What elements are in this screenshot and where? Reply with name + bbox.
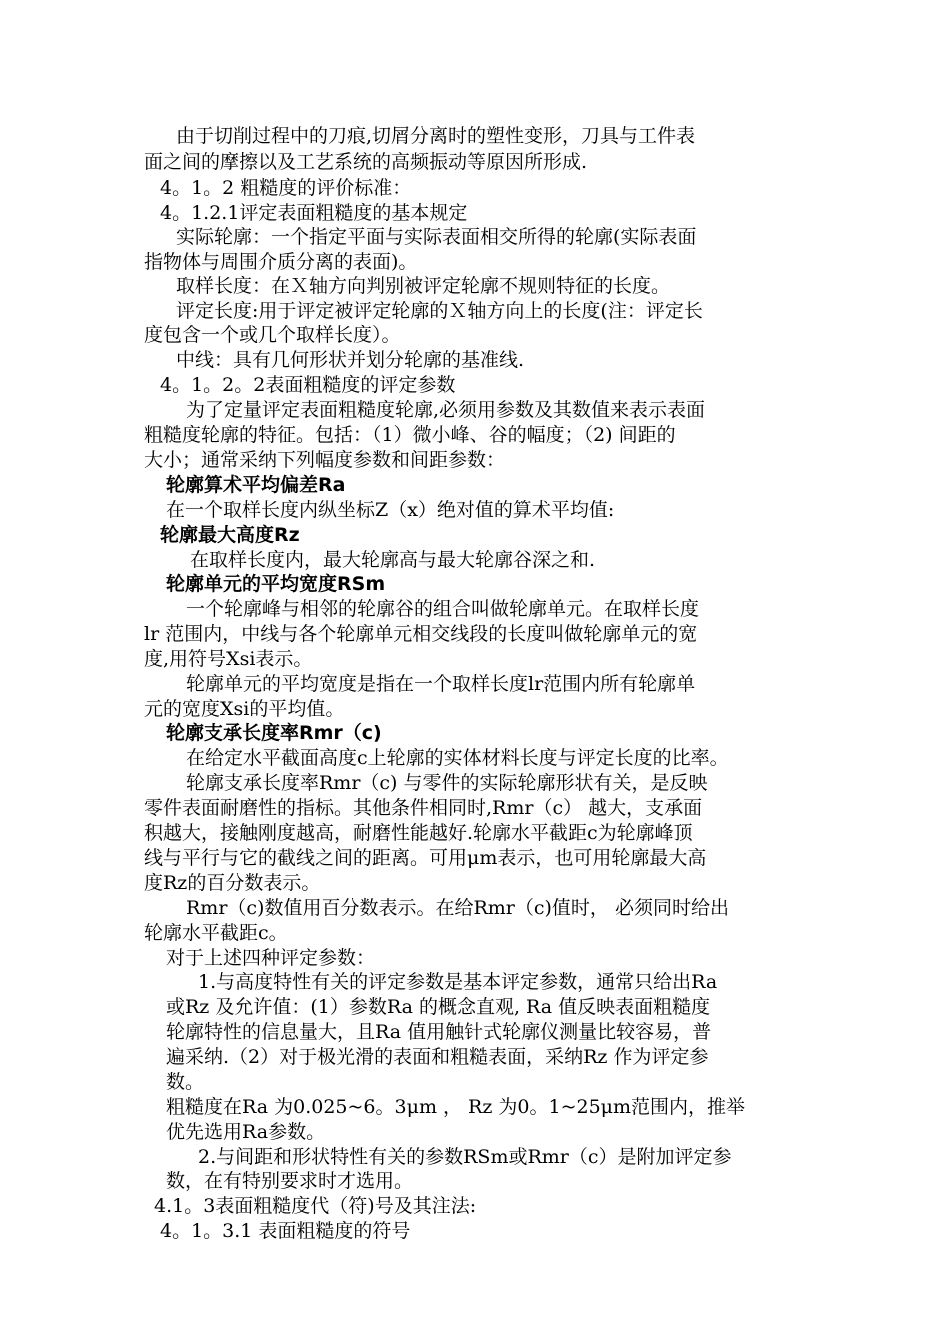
paragraph-line: 轮廓支承长度率Rmr（c) 与零件的实际轮廓形状有关，是反映 <box>186 772 708 794</box>
paragraph-line: 轮廓特性的信息量大，且Ra 值用触针式轮廓仪测量比较容易，普 <box>166 1021 712 1043</box>
paragraph-line: 大小；通常采纳下列幅度参数和间距参数： <box>144 449 506 471</box>
paragraph-line: 度包含一个或几个取样长度）。 <box>144 324 401 346</box>
paragraph-line: 在取样长度内，最大轮廓高与最大轮廓谷深之和. <box>190 549 596 571</box>
paragraph-line: 度Rz的百分数表示。 <box>144 872 321 894</box>
paragraph-line: 在一个取样长度内纵坐标Z（x）绝对值的算术平均值: <box>166 499 615 521</box>
paragraph-line: 由于切削过程中的刀痕,切屑分离时的塑性变形，刀具与工件表 <box>176 125 696 147</box>
paragraph-line: 轮廓单元的平均宽度是指在一个取样长度lr范围内所有轮廓单 <box>186 673 696 695</box>
section-heading: 4。1。2 粗糙度的评价标准： <box>160 177 412 199</box>
paragraph-line: 优先选用Ra参数。 <box>166 1121 326 1143</box>
paragraph-line: 实际轮廓：一个指定平面与实际表面相交所得的轮廓(实际表面 <box>176 226 697 248</box>
paragraph-line: 评定长度:用于评定被评定轮廓的Ｘ轴方向上的长度(注：评定长 <box>176 300 703 322</box>
paragraph-line: 中线：具有几何形状并划分轮廓的基准线. <box>176 349 525 371</box>
section-heading: 4。1。2。2表面粗糙度的评定参数 <box>160 374 456 396</box>
paragraph-line: 元的宽度Xsi的平均值。 <box>144 698 345 720</box>
paragraph-line: 指物体与周围介质分离的表面)。 <box>144 251 418 273</box>
paragraph-line: 1.与高度特性有关的评定参数是基本评定参数，通常只给出Ra <box>198 971 718 993</box>
paragraph-line: 一个轮廓峰与相邻的轮廓谷的组合叫做轮廓单元。在取样长度 <box>186 598 700 620</box>
paragraph-line: 数。 <box>166 1071 205 1093</box>
paragraph-line: lr 范围内，中线与各个轮廓单元相交线段的长度叫做轮廓单元的宽 <box>144 623 698 645</box>
paragraph-line: 对于上述四种评定参数： <box>166 947 376 969</box>
paragraph-line: 粗糙度在Ra 为0.025~6。3μm ， Rz 为0。1~25μm范围内，推举 <box>166 1096 746 1118</box>
section-heading: 4。1.2.1评定表面粗糙度的基本规定 <box>160 202 468 224</box>
term-heading: 轮廓单元的平均宽度RSm <box>166 573 386 595</box>
section-heading: 4.1。3表面粗糙度代（符)号及其注法: <box>154 1195 477 1217</box>
paragraph-line: 度,用符号Xsi表示。 <box>144 648 313 670</box>
paragraph-line: 零件表面耐磨性的指标。其他条件相同时,Rmr（c） 越大，支承面 <box>144 797 703 819</box>
term-heading: 轮廓最大高度Rz <box>160 524 300 546</box>
section-heading: 4。1。3.1 表面粗糙度的符号 <box>160 1220 411 1242</box>
paragraph-line: 线与平行与它的截线之间的距离。可用μm表示，也可用轮廓最大高 <box>144 847 707 869</box>
paragraph-line: 轮廓水平截距c。 <box>144 922 288 944</box>
paragraph-line: 或Rz 及允许值：(1）参数Ra 的概念直观, Ra 值反映表面粗糙度 <box>166 996 711 1018</box>
paragraph-line: 数，在有特别要求时才选用。 <box>166 1170 414 1192</box>
paragraph-line: 遍采纳.（2）对于极光滑的表面和粗糙表面，采纳Rz 作为评定参 <box>166 1046 709 1068</box>
paragraph-line: 粗糙度轮廓的特征。包括：（1）微小峰、谷的幅度；（2) 间距的 <box>144 424 676 446</box>
paragraph-line: Rmr（c)数值用百分数表示。在给Rmr（c)值时， 必须同时给出 <box>186 897 729 919</box>
paragraph-line: 取样长度：在Ｘ轴方向判别被评定轮廓不规则特征的长度。 <box>176 275 671 297</box>
term-heading: 轮廓算术平均偏差Ra <box>166 474 346 496</box>
term-heading: 轮廓支承长度率Rmr（c) <box>166 722 382 744</box>
paragraph-line: 积越大，接触刚度越高，耐磨性能越好.轮廓水平截距c为轮廓峰顶 <box>144 822 693 844</box>
paragraph-line: 在给定水平截面高度c上轮廓的实体材料长度与评定长度的比率。 <box>186 747 729 769</box>
paragraph-line: 2.与间距和形状特性有关的参数RSm或Rmr（c）是附加评定参 <box>198 1146 732 1168</box>
paragraph-line: 面之间的摩擦以及工艺系统的高频振动等原因所形成. <box>144 151 588 173</box>
paragraph-line: 为了定量评定表面粗糙度轮廓,必须用参数及其数值来表示表面 <box>186 399 706 421</box>
